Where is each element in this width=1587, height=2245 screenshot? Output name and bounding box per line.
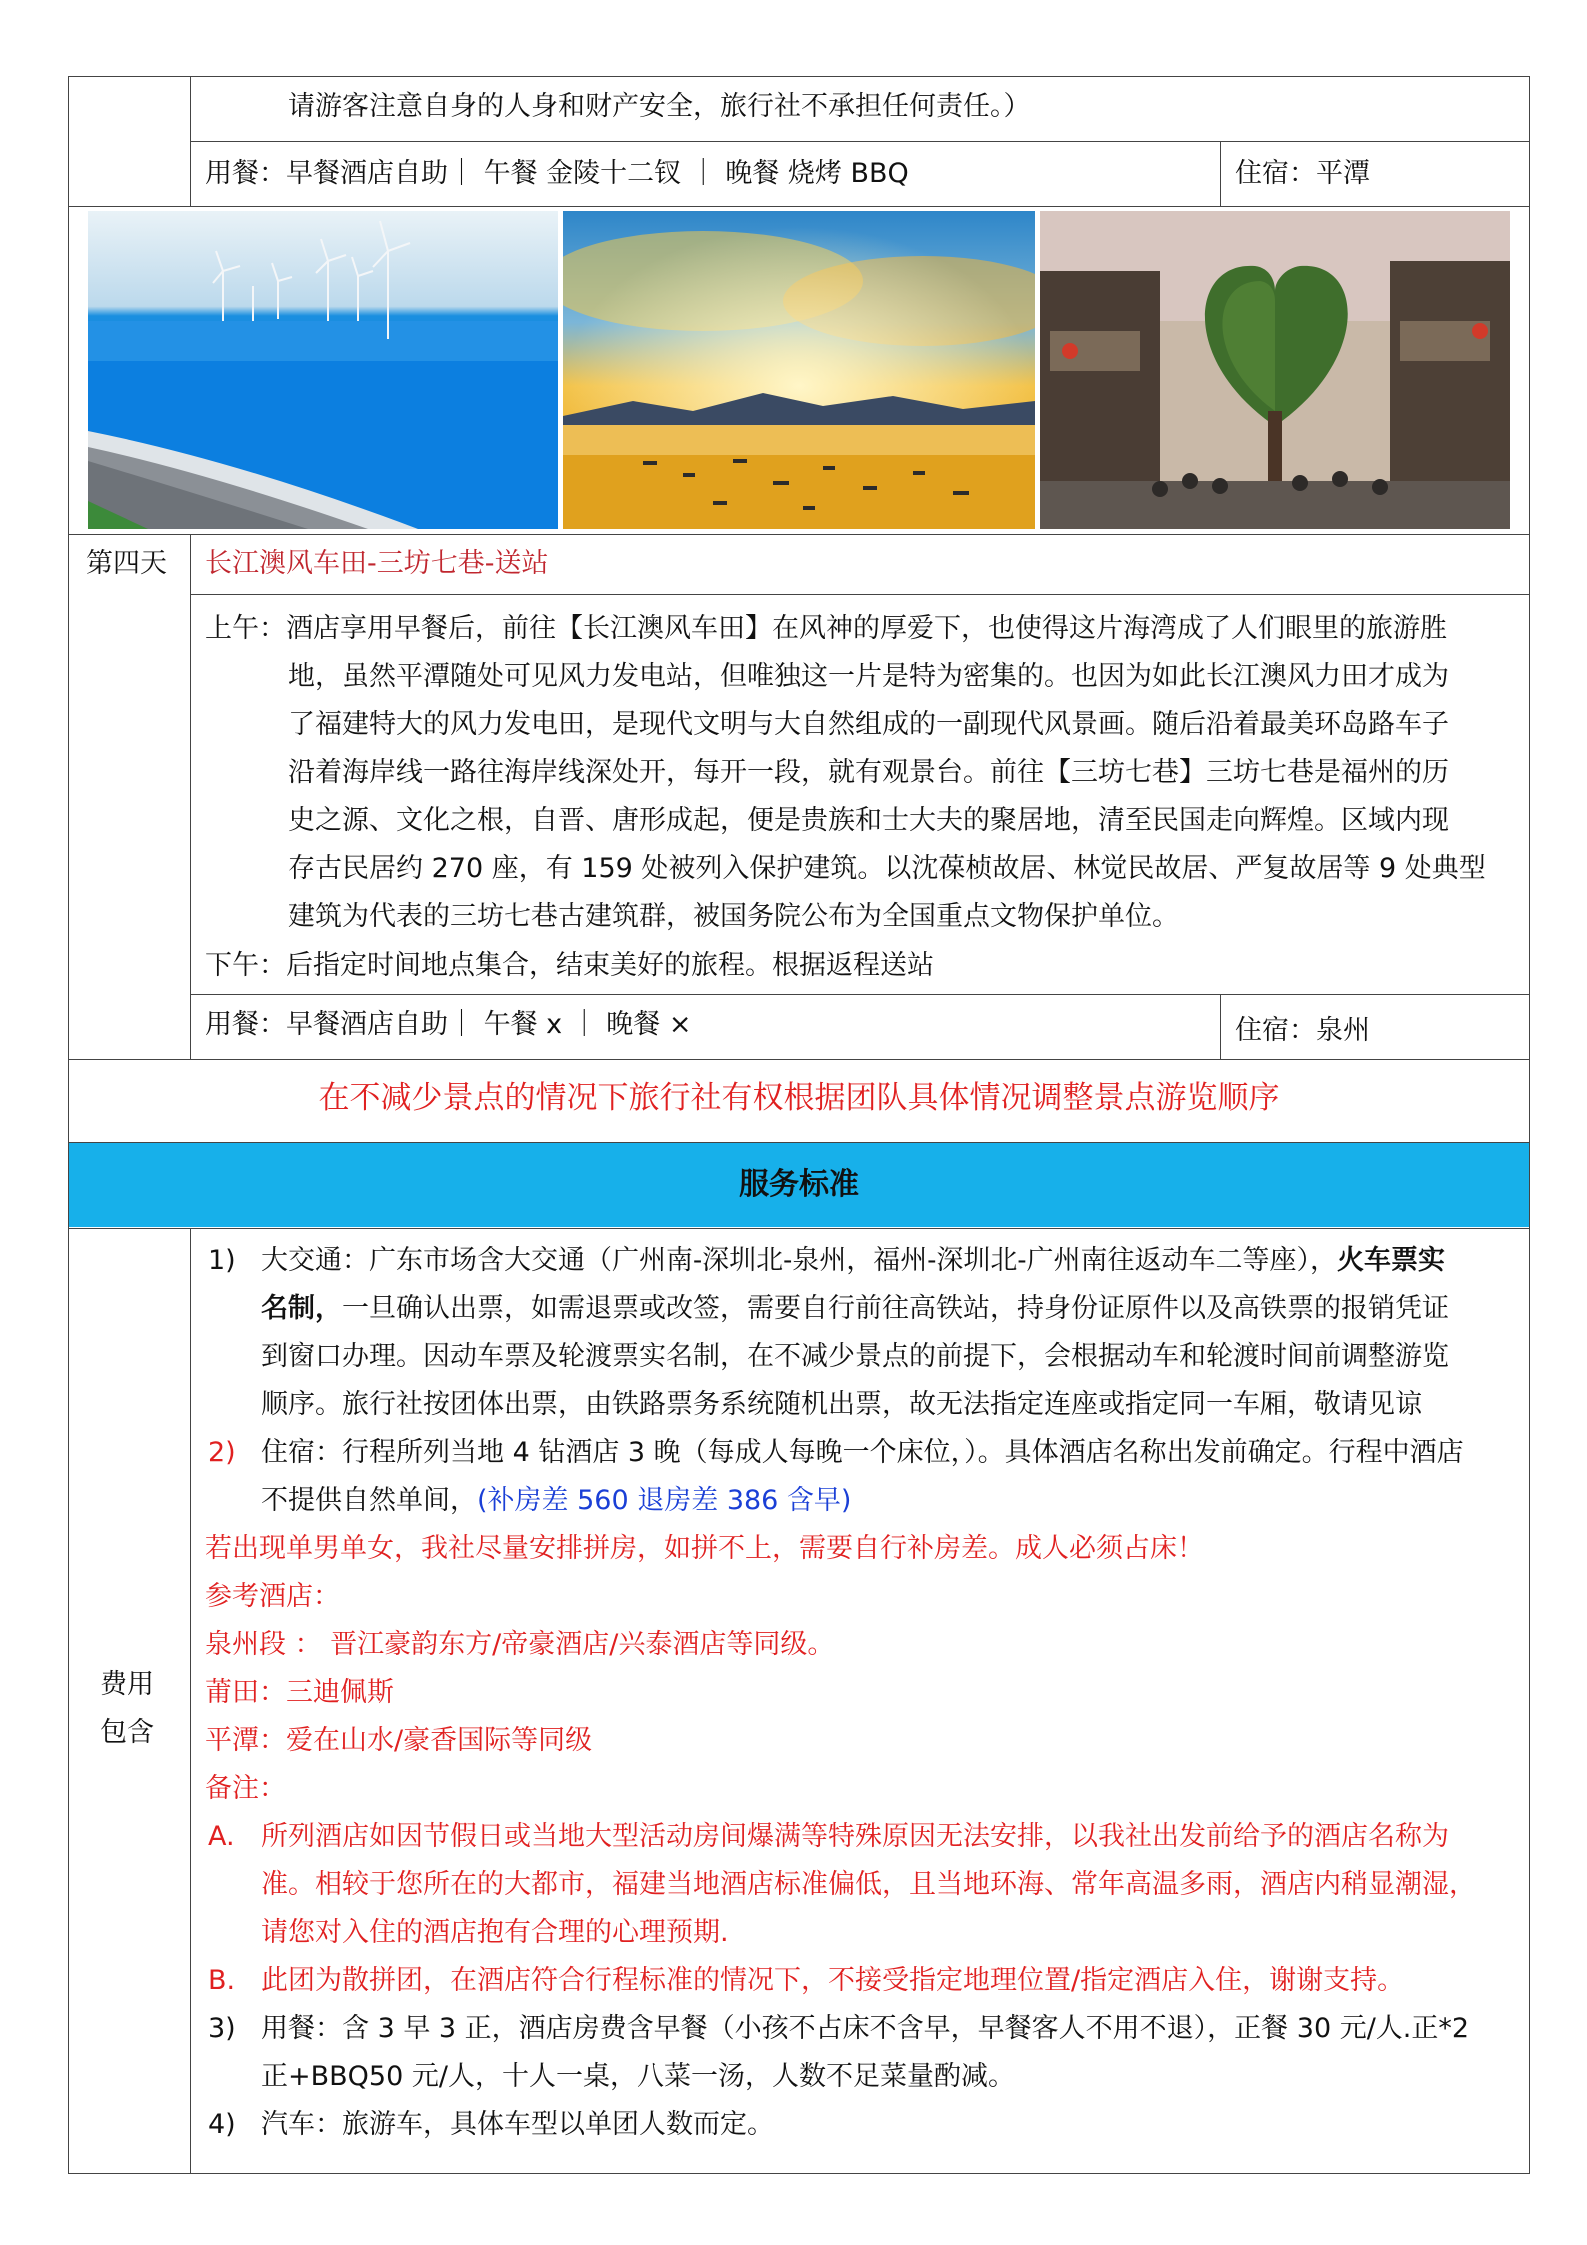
day4-morning-line: 存古民居约 270 座，有 159 处被列入保护建筑。以沈葆桢故居、林觉民故居、严复故居等 9 处典型 [288,853,1486,884]
remark-label: 备注： [205,1773,286,1804]
border-bottom [68,2173,1530,2174]
heart-tree-image [1040,211,1510,529]
single-room-note: 若出现单男单女，我社尽量安排拼房，如拼不上，需要自行补房差。成人必须占床！ [205,1533,1204,1564]
rule [1220,994,1221,1059]
fee-label: 费用 [100,1669,154,1700]
service-header-title: 服务标准 [739,1167,859,1202]
day4-meals: 用餐：早餐酒店自助｜ 午餐 x ｜ 晚餐 × [205,1009,692,1040]
day3-lodging: 住宿：平潭 [1235,158,1370,189]
rule [190,141,1530,142]
day4-label: 第四天 [86,548,167,579]
ref-hotels-label: 参考酒店： [205,1581,340,1612]
item1-line: 大交通：广东市场含大交通（广州南-深圳北-泉州，福州-深圳北-广州南往返动车二等座），火车票实 [261,1245,1445,1276]
item-number: 1) [208,1245,236,1276]
photo-wind-turbines [88,211,558,529]
item3-line: 用餐：含 3 早 3 正，酒店房费含早餐（小孩不占床不含早，早餐客人不用不退），正餐 30 元/人.正*2 [261,2013,1470,2044]
item-number: A. [208,1821,235,1852]
rule [68,206,1530,207]
day4-morning-line: 了福建特大的风力发电田，是现代文明与大自然组成的一副现代风景画。随后沿着最美环岛路车子 [288,709,1449,740]
hotel-pingtan: 平潭：爱在山水/豪香国际等同级 [205,1725,593,1756]
day4-title: 长江澳风车田-三坊七巷-送站 [205,548,549,579]
day3-tail-text: 请游客注意自身的人身和财产安全，旅行社不承担任何责任。） [288,91,1031,122]
remark-a-line: 准。相较于您所在的大都市，福建当地酒店标准偏低，且当地环海、常年高温多雨，酒店内稍显潮湿， [261,1869,1476,1900]
remark-a-line: 请您对入住的酒店抱有合理的心理预期. [261,1917,729,1948]
photo-sunset-bay [563,211,1035,529]
day4-afternoon: 下午：后指定时间地点集合，结束美好的旅程。根据返程送站 [205,950,934,981]
remark-a-line: 所列酒店如因节假日或当地大型活动房间爆满等特殊原因无法安排，以我社出发前给予的酒店名称为 [261,1821,1449,1852]
rule [68,534,1530,535]
item1-line: 顺序。旅行社按团体出票，由铁路票务系统随机出票，故无法指定连座或指定同一车厢，敬请见谅 [261,1389,1422,1420]
item-number: 2) [208,1437,236,1468]
day3-meals: 用餐：早餐酒店自助｜ 午餐 金陵十二钗 ｜ 晚餐 烧烤 BBQ [205,158,909,189]
remark-b-line: 此团为散拼团，在酒店符合行程标准的情况下，不接受指定地理位置/指定酒店入住，谢谢支持。 [261,1965,1405,1996]
fee-label: 包含 [100,1717,154,1748]
day4-lodging: 住宿：泉州 [1235,1015,1370,1046]
day4-morning-line: 上午：酒店享用早餐后，前往【长江澳风车田】在风神的厚爱下，也使得这片海湾成了人们眼里的旅游胜 [205,613,1447,644]
rule [190,76,191,206]
item-number: B. [208,1965,236,1996]
rule [190,534,191,1059]
item-number: 3) [208,2013,236,2044]
item1-line: 名制，一旦确认出票，如需退票或改签，需要自行前往高铁站，持身份证原件以及高铁票的报销凭证 [261,1293,1449,1324]
item1-line: 到窗口办理。因动车票及轮渡票实名制，在不减少景点的前提下，会根据动车和轮渡时间前调整游览 [261,1341,1449,1372]
notice-text: 在不减少景点的情况下旅行社有权根据团队具体情况调整景点游览顺序 [318,1080,1280,1116]
item2-line: 不提供自然单间，(补房差 560 退房差 386 含早) [261,1485,852,1516]
item3-line: 正+BBQ50 元/人，十人一桌，八菜一汤，人数不足菜量酌减。 [261,2061,1015,2092]
sunset-bay-image [563,211,1035,529]
day4-morning-line: 沿着海岸线一路往海岸线深处开，每开一段，就有观景台。前往【三坊七巷】三坊七巷是福州的历 [288,757,1449,788]
hotel-quanzhou: 泉州段 ： 晋江豪韵东方/帝豪酒店/兴泰酒店等同级。 [205,1629,835,1660]
border-left [68,76,69,2174]
service-header-bar [69,1143,1529,1227]
item4-line: 汽车：旅游车，具体车型以单团人数而定。 [261,2109,774,2140]
rule [190,1228,191,2174]
rule [190,994,1530,995]
wind-turbine-image [88,211,558,529]
item-number: 4) [208,2109,236,2140]
itinerary-page [68,76,1530,2174]
photo-three-lanes [1040,211,1510,529]
rule [190,594,1530,595]
day4-morning-line: 地，虽然平潭随处可见风力发电站，但唯独这一片是特为密集的。也因为如此长江澳风力田才成为 [288,661,1449,692]
border-top [68,76,1530,77]
hotel-putian: 莆田：三迪佩斯 [205,1677,394,1708]
item2-line: 住宿：行程所列当地 4 钻酒店 3 晚（每成人每晚一个床位，）。具体酒店名称出发前确定。行程中酒店 [261,1437,1464,1468]
border-right [1529,76,1530,2174]
rule [1220,141,1221,206]
rule [68,1059,1530,1060]
rule [68,1228,1530,1229]
day4-morning-line: 建筑为代表的三坊七巷古建筑群，被国务院公布为全国重点文物保护单位。 [288,901,1179,932]
day4-morning-line: 史之源、文化之根，自晋、唐形成起，便是贵族和士大夫的聚居地，清至民国走向辉煌。区域内现 [288,805,1449,836]
